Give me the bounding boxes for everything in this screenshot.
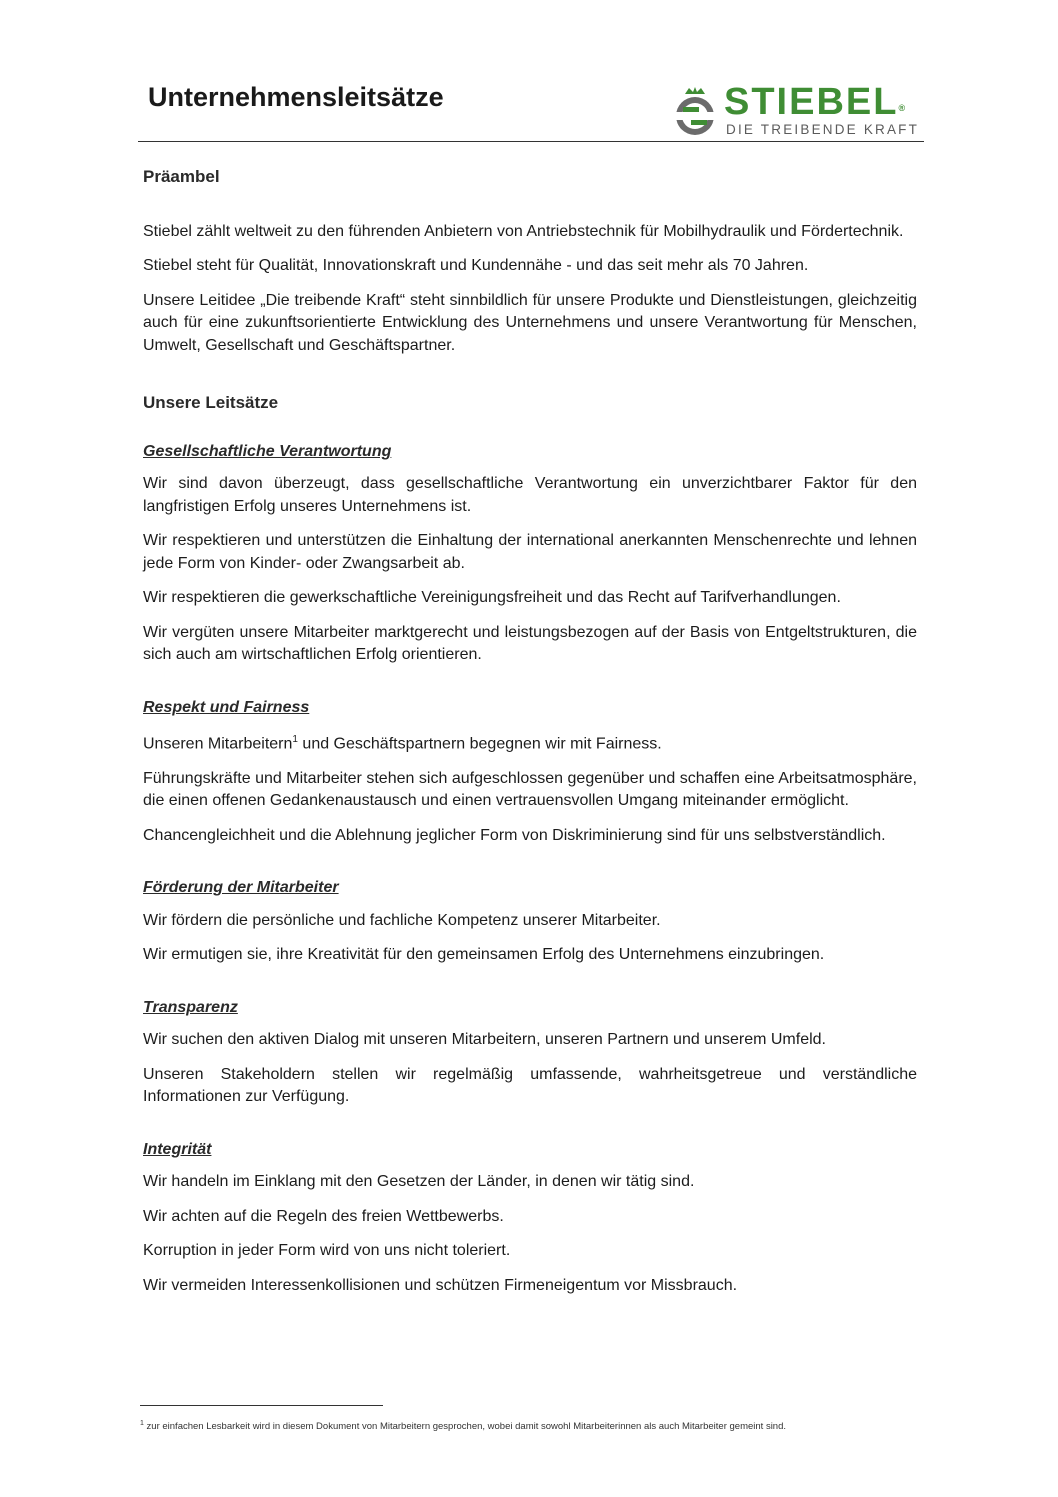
section-title-employee-development: Förderung der Mitarbeiter xyxy=(143,879,339,897)
preamble-paragraph: Unsere Leitidee „Die treibende Kraft“ steht sinnbildlich für unsere Produkte und Dienstleistungen, gleichzeitig auch für eine zukunftsorientierte Entwicklung des Unternehmens und unsere Verantwortung für Menschen, Umwelt, Gesellschaft und Geschäftspartner. xyxy=(143,291,917,354)
document-title: Unternehmensleitsätze xyxy=(148,82,444,112)
footnote-marker: 1 xyxy=(140,1420,144,1427)
section-paragraph: Wir handeln im Einklang mit den Gesetzen der Länder, in denen wir tätig sind. xyxy=(143,1173,695,1191)
registered-mark: ® xyxy=(898,103,906,113)
section-title-respect-fairness: Respekt und Fairness xyxy=(143,698,310,716)
section-paragraph: Wir fördern die persönliche und fachliche Kompetenz unserer Mitarbeiter. xyxy=(143,911,661,929)
section-paragraph: Wir suchen den aktiven Dialog mit unseren Mitarbeitern, unseren Partnern und unserem Umfeld. xyxy=(143,1031,826,1049)
section-paragraph: Wir sind davon überzeugt, dass gesellschaftliche Verantwortung ein unverzichtbarer Faktor für den langfristigen Erfolg unseres Unternehmens ist. xyxy=(143,475,917,515)
stiebel-emblem-icon xyxy=(672,86,718,138)
section-paragraph: Wir ermutigen sie, ihre Kreativität für den gemeinsamen Erfolg des Unternehmens einzubringen. xyxy=(143,946,825,964)
section-title-social-responsibility: Gesellschaftliche Verantwortung xyxy=(143,442,392,460)
logo-tagline: DIE TREIBENDE KRAFT xyxy=(726,122,920,137)
section-title-transparency: Transparenz xyxy=(143,998,238,1016)
section-title-integrity: Integrität xyxy=(143,1140,212,1158)
preamble-heading: Präambel xyxy=(143,167,220,186)
preamble-paragraph: Stiebel steht für Qualität, Innovationskraft und Kundennähe - und das seit mehr als 70 Jahren. xyxy=(143,257,809,274)
footnote-text: zur einfachen Lesbarkeit wird in diesem Dokument von Mitarbeitern gesprochen, wobei damit sowohl Mitarbeiterinnen als auch Mitarbeiter gemeint sind. xyxy=(143,1421,787,1433)
footnote-reference: 1 xyxy=(292,734,298,745)
section-paragraph: Wir achten auf die Regeln des freien Wettbewerbs. xyxy=(143,1207,504,1225)
document-body xyxy=(143,166,917,1297)
section-paragraph: Wir respektieren die gewerkschaftliche Vereinigungsfreiheit und das Recht auf Tarifverhandlungen. xyxy=(143,589,841,606)
company-logo xyxy=(672,81,922,140)
section-paragraph: Unseren Mitarbeitern$^1$ und Geschäftspartnern begegnen wir mit Fairness. xyxy=(143,734,662,753)
header-divider xyxy=(138,141,924,142)
preamble-paragraph: Stiebel zählt weltweit zu den führenden Anbietern von Antriebstechnik für Mobilhydraulik und Fördertechnik. xyxy=(143,222,904,240)
section-paragraph: Wir vergüten unsere Mitarbeiter marktgerecht und leistungsbezogen auf der Basis von Entgeltstrukturen, die sich auch am wirtschaftlichen Erfolg orientieren. xyxy=(143,623,917,663)
principles-heading: Unsere Leitsätze xyxy=(143,393,279,412)
footnote-divider xyxy=(140,1405,383,1406)
section-paragraph: Wir respektieren und unterstützen die Einhaltung der international anerkannten Menschenrechte und lehnen jede Form von Kinder- oder Zwangsarbeit ab. xyxy=(143,532,917,572)
footnote xyxy=(140,1420,786,1432)
section-paragraph: Unseren Stakeholdern stellen wir regelmäßig umfassende, wahrheitsgetreue und verständliche Informationen zur Verfügung. xyxy=(143,1065,917,1106)
section-paragraph: Führungskräfte und Mitarbeiter stehen sich aufgeschlossen gegenüber und schaffen eine Arbeitsatmosphäre, die einen offenen Gedankenaustausch und einen vertrauensvollen Umgang miteinander ermöglicht. xyxy=(143,769,917,810)
section-paragraph: Korruption in jeder Form wird von uns nicht toleriert. xyxy=(143,1242,511,1260)
section-paragraph: Chancengleichheit und die Ablehnung jeglicher Form von Diskriminierung sind für uns selbstverständlich. xyxy=(143,826,886,844)
logo-wordmark: STIEBEL® xyxy=(724,81,906,123)
section-paragraph: Wir vermeiden Interessenkollisionen und schützen Firmeneigentum vor Missbrauch. xyxy=(143,1276,738,1294)
